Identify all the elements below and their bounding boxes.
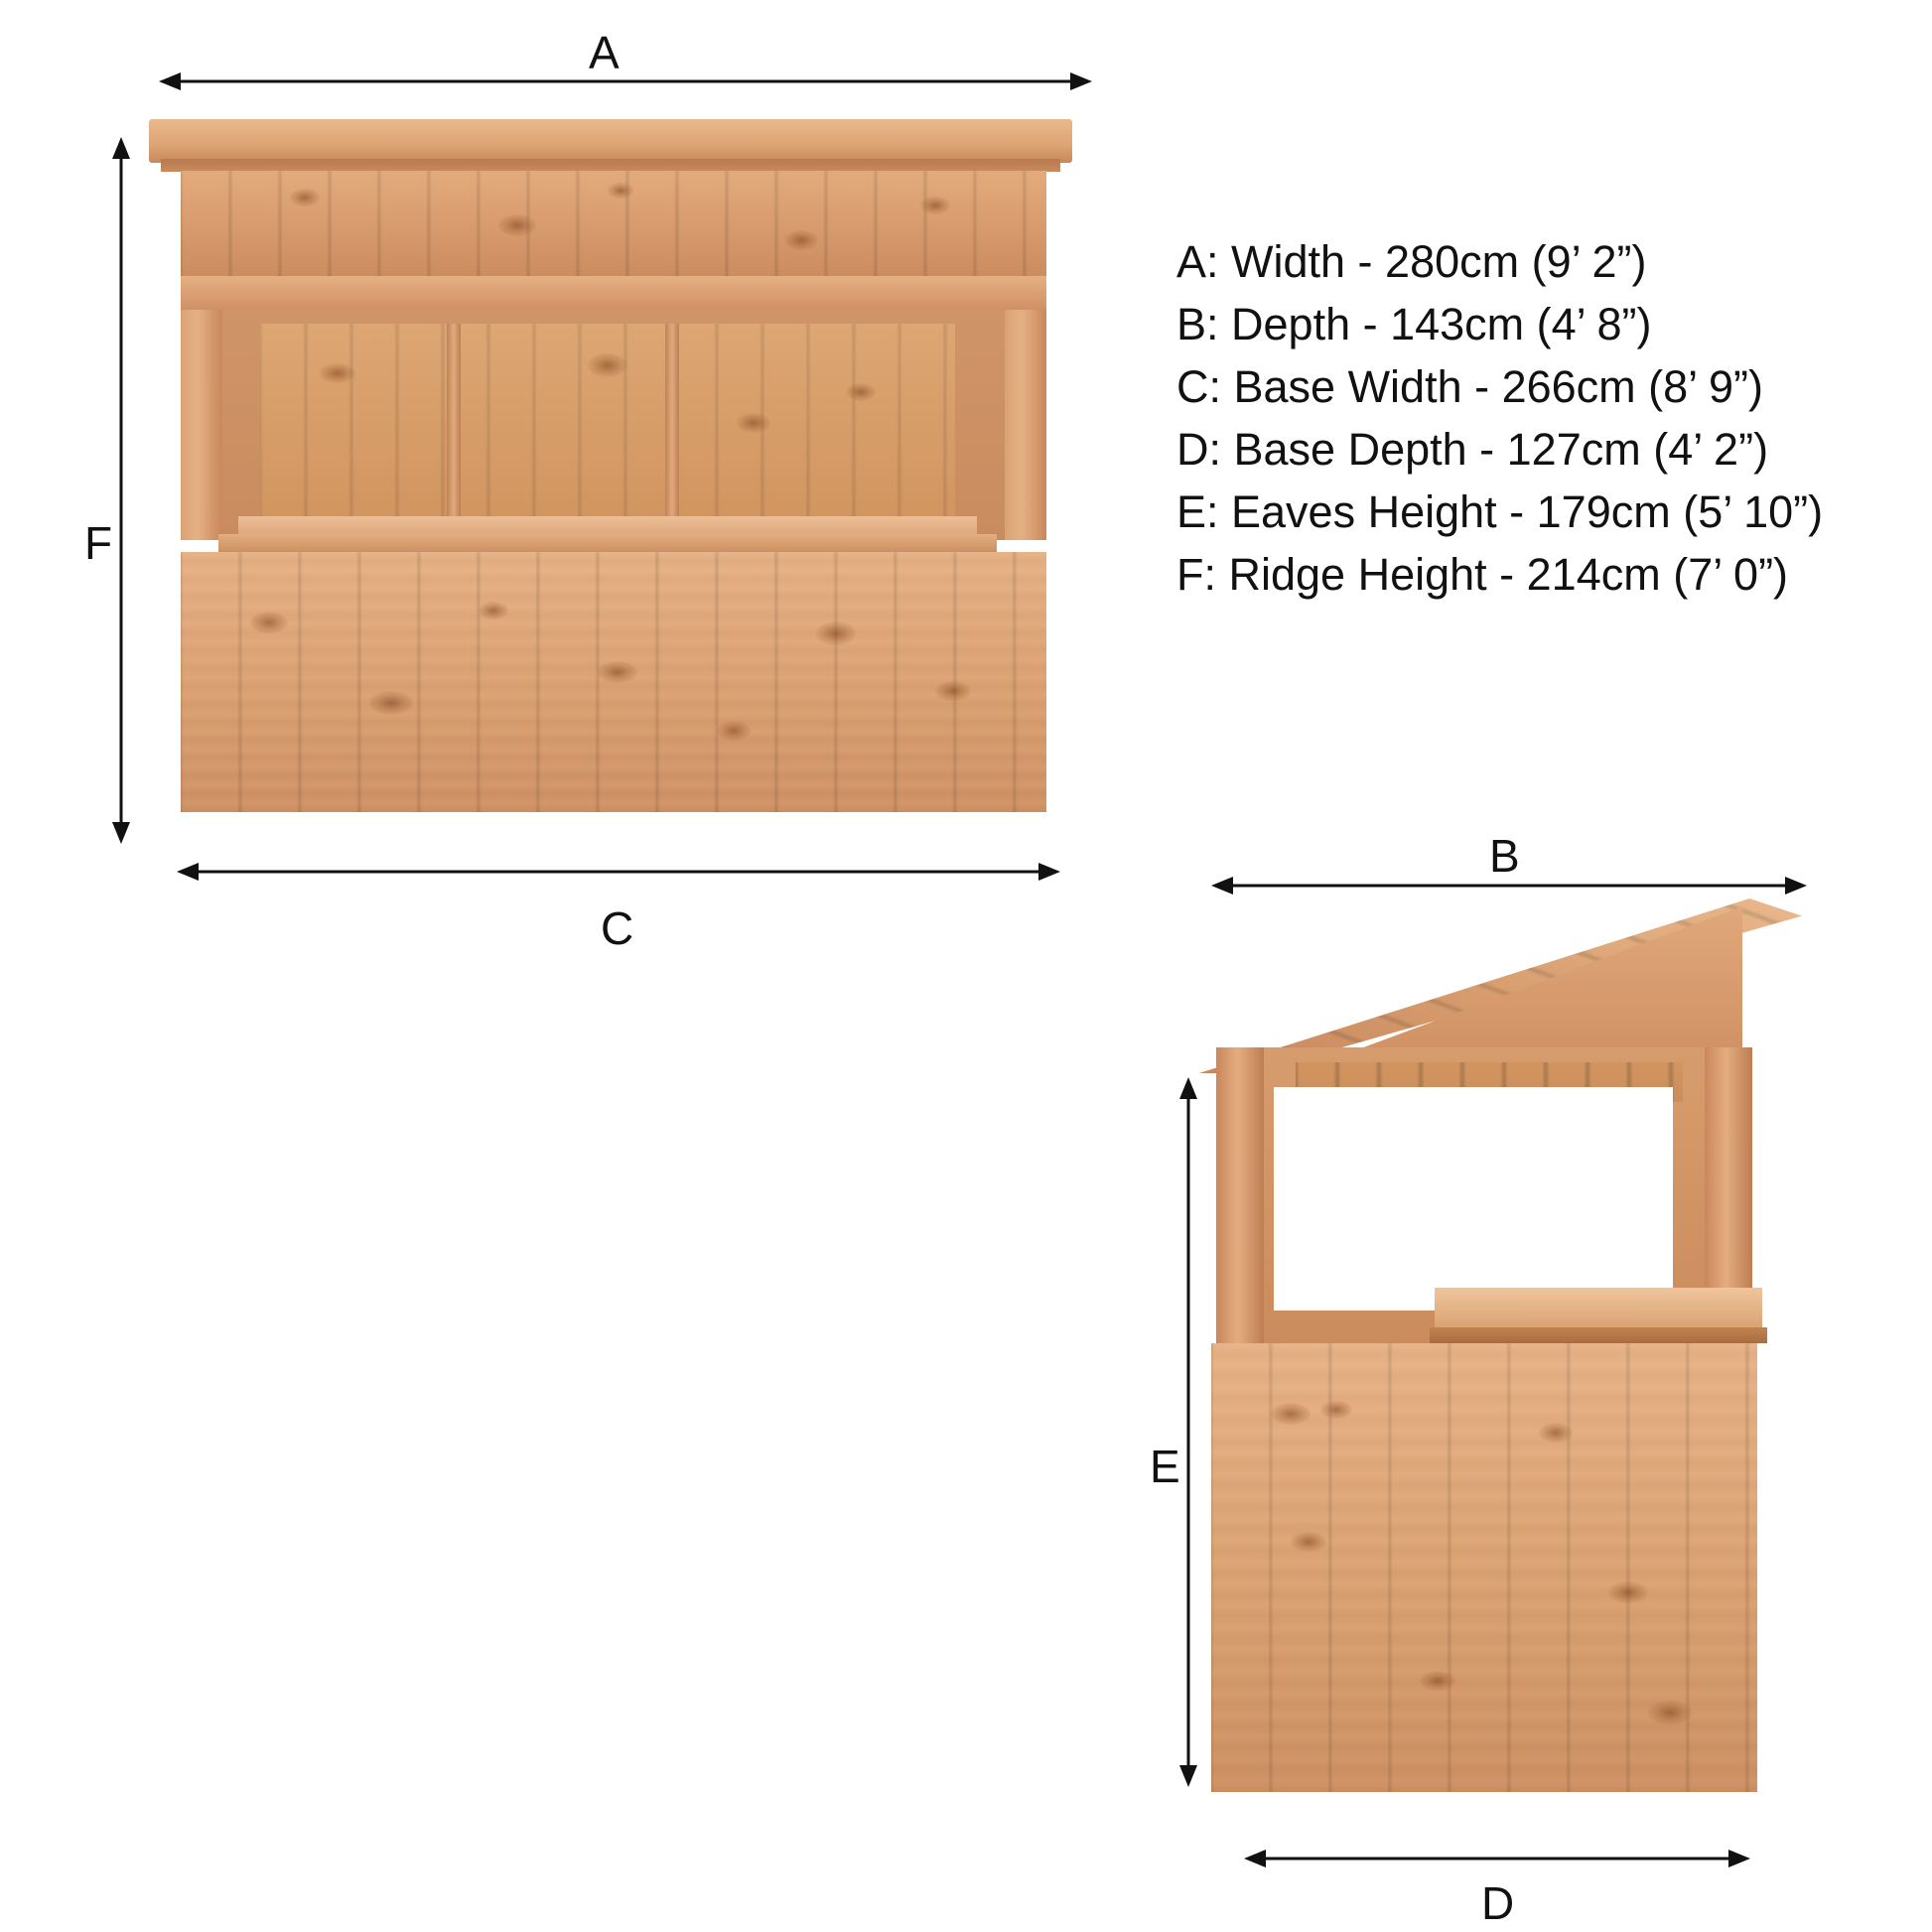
front-elevation-illustration bbox=[149, 119, 1072, 844]
dimension-legend-item: D: Base Depth - 127cm (4’ 2”) bbox=[1176, 424, 1769, 475]
dimension-legend-item: B: Depth - 143cm (4’ 8”) bbox=[1176, 299, 1652, 349]
side-opening bbox=[1274, 1087, 1673, 1311]
wood-knot bbox=[369, 691, 413, 715]
dimension-legend-item: A: Width - 280cm (9’ 2”) bbox=[1176, 236, 1647, 287]
wood-knot bbox=[320, 363, 355, 383]
wood-knot bbox=[935, 681, 971, 701]
side-elevation-illustration bbox=[1157, 898, 1792, 1832]
side-cladding-panel bbox=[1211, 1343, 1757, 1792]
dimension-legend bbox=[1176, 230, 1911, 606]
wood-knot bbox=[598, 661, 637, 683]
label-c: C bbox=[601, 902, 634, 954]
label-d: D bbox=[1481, 1877, 1515, 1929]
wood-knot bbox=[784, 230, 818, 250]
wood-knot bbox=[1271, 1403, 1311, 1425]
label-e: E bbox=[1150, 1441, 1180, 1492]
label-f: F bbox=[84, 517, 113, 569]
wood-knot bbox=[588, 353, 627, 377]
interior-divider-left bbox=[447, 324, 461, 530]
dimension-arrow-d bbox=[1244, 1847, 1750, 1870]
wood-knot bbox=[1320, 1401, 1352, 1419]
wood-knot bbox=[608, 183, 633, 199]
side-counter-edge bbox=[1430, 1327, 1767, 1343]
label-a: A bbox=[589, 27, 620, 78]
wood-knot bbox=[846, 383, 876, 401]
wood-knot bbox=[737, 413, 770, 433]
wood-knot bbox=[1608, 1582, 1648, 1603]
wood-knot bbox=[717, 721, 751, 741]
dimension-legend-item: F: Ridge Height - 214cm (7’ 0”) bbox=[1176, 549, 1789, 600]
wood-knot bbox=[1291, 1532, 1326, 1552]
front-fascia-panel bbox=[181, 171, 1046, 278]
dimension-arrow-a bbox=[159, 69, 1092, 93]
interior-back-wall bbox=[260, 324, 955, 530]
front-cladding-panel bbox=[181, 552, 1046, 812]
header-beam bbox=[181, 276, 1046, 310]
wood-knot bbox=[250, 612, 288, 633]
wood-knot bbox=[498, 214, 536, 236]
wood-knot bbox=[920, 197, 950, 214]
dimension-arrow-e bbox=[1176, 1077, 1200, 1787]
dimension-arrow-c bbox=[177, 860, 1060, 884]
wood-knot bbox=[1648, 1701, 1692, 1725]
wood-knot bbox=[816, 621, 856, 645]
wood-knot bbox=[479, 602, 508, 620]
label-b: B bbox=[1489, 830, 1520, 882]
left-corner-post bbox=[181, 310, 222, 540]
dimension-legend-item: E: Eaves Height - 179cm (5’ 10”) bbox=[1176, 486, 1824, 537]
side-left-post bbox=[1216, 1047, 1264, 1345]
dimension-legend-item: C: Base Width - 266cm (8’ 9”) bbox=[1176, 361, 1763, 412]
wood-knot bbox=[1539, 1423, 1573, 1443]
roof-board bbox=[149, 119, 1072, 163]
dimension-arrow-f bbox=[109, 137, 133, 844]
right-corner-post bbox=[1005, 310, 1046, 540]
wood-knot bbox=[290, 189, 320, 207]
wood-knot bbox=[1420, 1671, 1455, 1691]
interior-divider-right bbox=[665, 324, 679, 530]
